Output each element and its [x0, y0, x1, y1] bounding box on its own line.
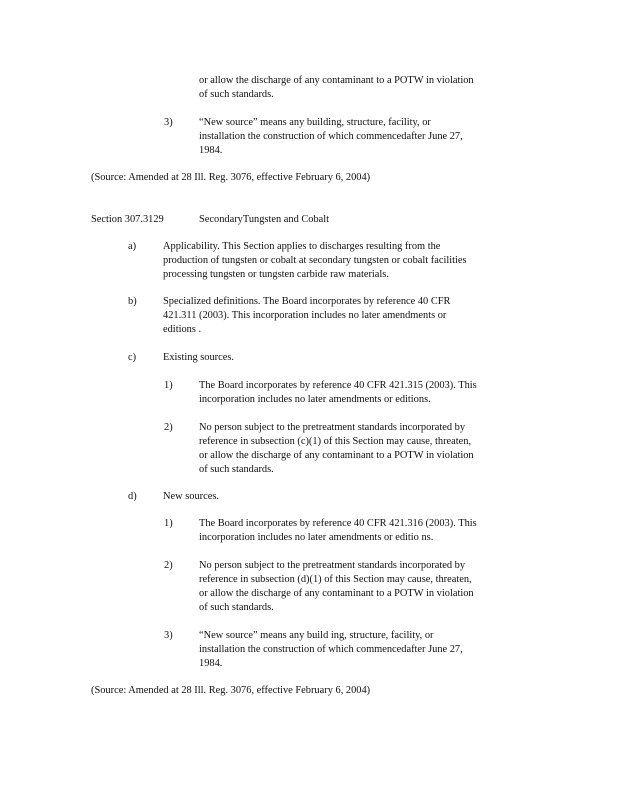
top-item-3-line: installation the construction of which commencedafter June 27,: [199, 131, 463, 142]
top-fragment-text: [199, 74, 529, 102]
c-item-2-line: of such standards.: [199, 464, 274, 475]
source-note-text: (Source: Amended at 28 Ill. Reg. 3076, effective February 6, 2004): [91, 685, 371, 696]
d-item-1-line: incorporation includes no later amendments or editio ns.: [199, 532, 434, 543]
subsection-b-line: 421.311 (2003). This incorporation includes no later amendments or: [163, 310, 447, 321]
c-item-1-line: incorporation includes no later amendments or editions.: [199, 394, 431, 405]
top-fragment-line: or allow the discharge of any contaminant to a POTW in violation: [199, 75, 474, 86]
source-note-1: [91, 171, 370, 185]
subsection-d-heading: New sources.: [163, 491, 219, 502]
top-item-3-number: 3): [164, 117, 173, 128]
c-item-2-text: [199, 421, 529, 477]
subsection-c-heading: Existing sources.: [163, 352, 234, 363]
c-item-1-text: [199, 379, 529, 407]
d-item-2-line: or allow the discharge of any contaminant to a POTW in violation: [199, 588, 474, 599]
d-item-1-line: The Board incorporates by reference 40 CFR 421.316 (2003). This: [199, 518, 477, 529]
top-item-3-text: [199, 116, 529, 158]
subsection-b-line: Specialized definitions. The Board incorporates by reference 40 CFR: [163, 296, 451, 307]
subsection-c-label: c): [128, 352, 137, 363]
d-item-1-text: [199, 517, 529, 545]
c-item-2-number: 2): [164, 422, 173, 433]
subsection-d-label: d): [128, 491, 137, 502]
d-item-2-line: reference in subsection (d)(1) of this Section may cause, threaten,: [199, 574, 472, 585]
subsection-a-text: [163, 240, 523, 282]
d-item-2-line: No person subject to the pretreatment standards incorporated by: [199, 560, 466, 571]
subsection-b-text: [163, 295, 523, 337]
d-item-3-number: 3): [164, 630, 173, 641]
subsection-a-line: processing tungsten or tungsten carbide raw materials.: [163, 269, 389, 280]
d-item-3-line: 1984.: [199, 658, 223, 669]
c-item-2-line: reference in subsection (c)(1) of this Section may cause, threaten,: [199, 436, 472, 447]
subsection-b-line: editions .: [163, 324, 202, 335]
section-number: Section 307.3129: [91, 214, 164, 225]
top-item-3-line: 1984.: [199, 145, 223, 156]
top-fragment-line: of such standards.: [199, 89, 274, 100]
subsection-a-line: production of tungsten or cobalt at secondary tungsten or cobalt facilities: [163, 255, 467, 266]
top-item-3-line: “New source” means any building, structure, facility, or: [199, 117, 431, 128]
d-item-1-number: 1): [164, 518, 173, 529]
subsection-a-line: Applicability. This Section applies to discharges resulting from the: [163, 241, 441, 252]
source-note-2: [91, 684, 370, 698]
section-title: SecondaryTungsten and Cobalt: [199, 214, 330, 225]
subsection-b-label: b): [128, 296, 137, 307]
source-note-text: (Source: Amended at 28 Ill. Reg. 3076, effective February 6, 2004): [91, 172, 371, 183]
d-item-2-number: 2): [164, 560, 173, 571]
d-item-2-text: [199, 559, 529, 615]
c-item-1-number: 1): [164, 380, 173, 391]
d-item-3-line: “New source” means any build ing, structure, facility, or: [199, 630, 434, 641]
d-item-2-line: of such standards.: [199, 602, 274, 613]
c-item-1-line: The Board incorporates by reference 40 CFR 421.315 (2003). This: [199, 380, 477, 391]
subsection-a-label: a): [128, 241, 137, 252]
d-item-3-text: [199, 629, 529, 671]
c-item-2-line: No person subject to the pretreatment standards incorporated by: [199, 422, 466, 433]
c-item-2-line: or allow the discharge of any contaminant to a POTW in violation: [199, 450, 474, 461]
d-item-3-line: installation the construction of which commencedafter June 27,: [199, 644, 463, 655]
